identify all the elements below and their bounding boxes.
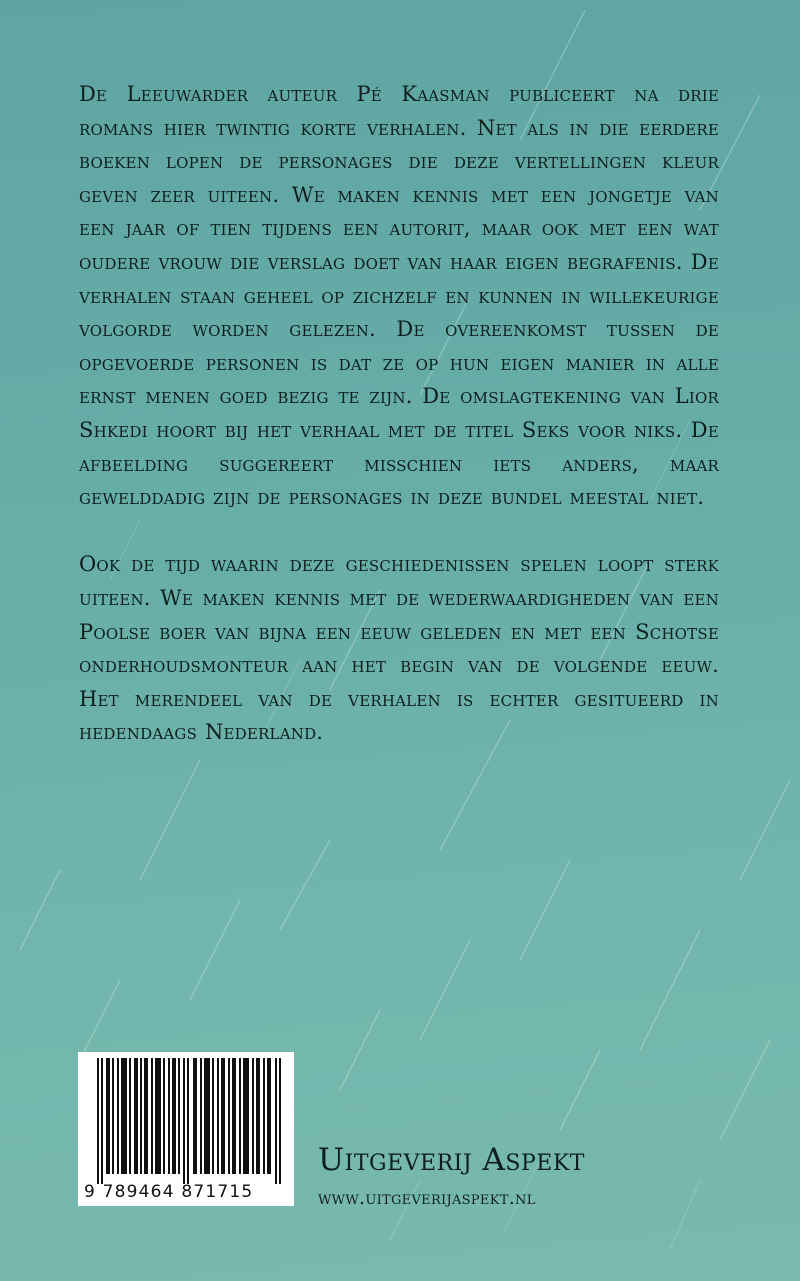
back-cover-blurb <box>79 78 719 750</box>
publisher-name: Uitgeverij Aspekt <box>318 1142 585 1178</box>
isbn-barcode <box>78 1052 294 1206</box>
blurb-paragraph-1: De Leeuwarder auteur Pé Kaasman publiceert na drie romans hier twintig korte verhalen. Net als in die eerdere boeken lopen de personages die deze vertellingen kleur geven zeer uiteen. We maken kennis met een jongetje van een jaar of tien tijdens een autorit, maar ook met een wat oudere vrouw die verslag doet van haar eigen begrafenis. De verhalen staan geheel op zichzelf en kunnen in willekeurige volgorde worden gelezen. De overeenkomst tussen de opgevoerde personen is dat ze op hun eigen manier in alle ernst menen goed bezig te zijn. De omslagtekening van Lior Shkedi hoort bij het verhaal met de titel Seks voor niks. De afbeelding suggereert misschien iets anders, maar gewelddadig zijn de personages in deze bundel meestal niet. <box>79 82 719 510</box>
isbn-number: 9 789464 871715 <box>84 1182 254 1202</box>
barcode-bars <box>97 1058 287 1184</box>
blurb-paragraph-2: Ook de tijd waarin deze geschiedenissen spelen loopt sterk uiteen. We maken kennis met de wederwaardigheden van een Poolse boer van bijna een eeuw geleden en met een Schotse onderhoudsmonteur aan het begin van de volgende eeuw. Het merendeel van de verhalen is echter gesitueerd in hedendaags Nederland. <box>79 552 719 745</box>
publisher-website: www.uitgeverijaspekt.nl <box>318 1187 536 1209</box>
